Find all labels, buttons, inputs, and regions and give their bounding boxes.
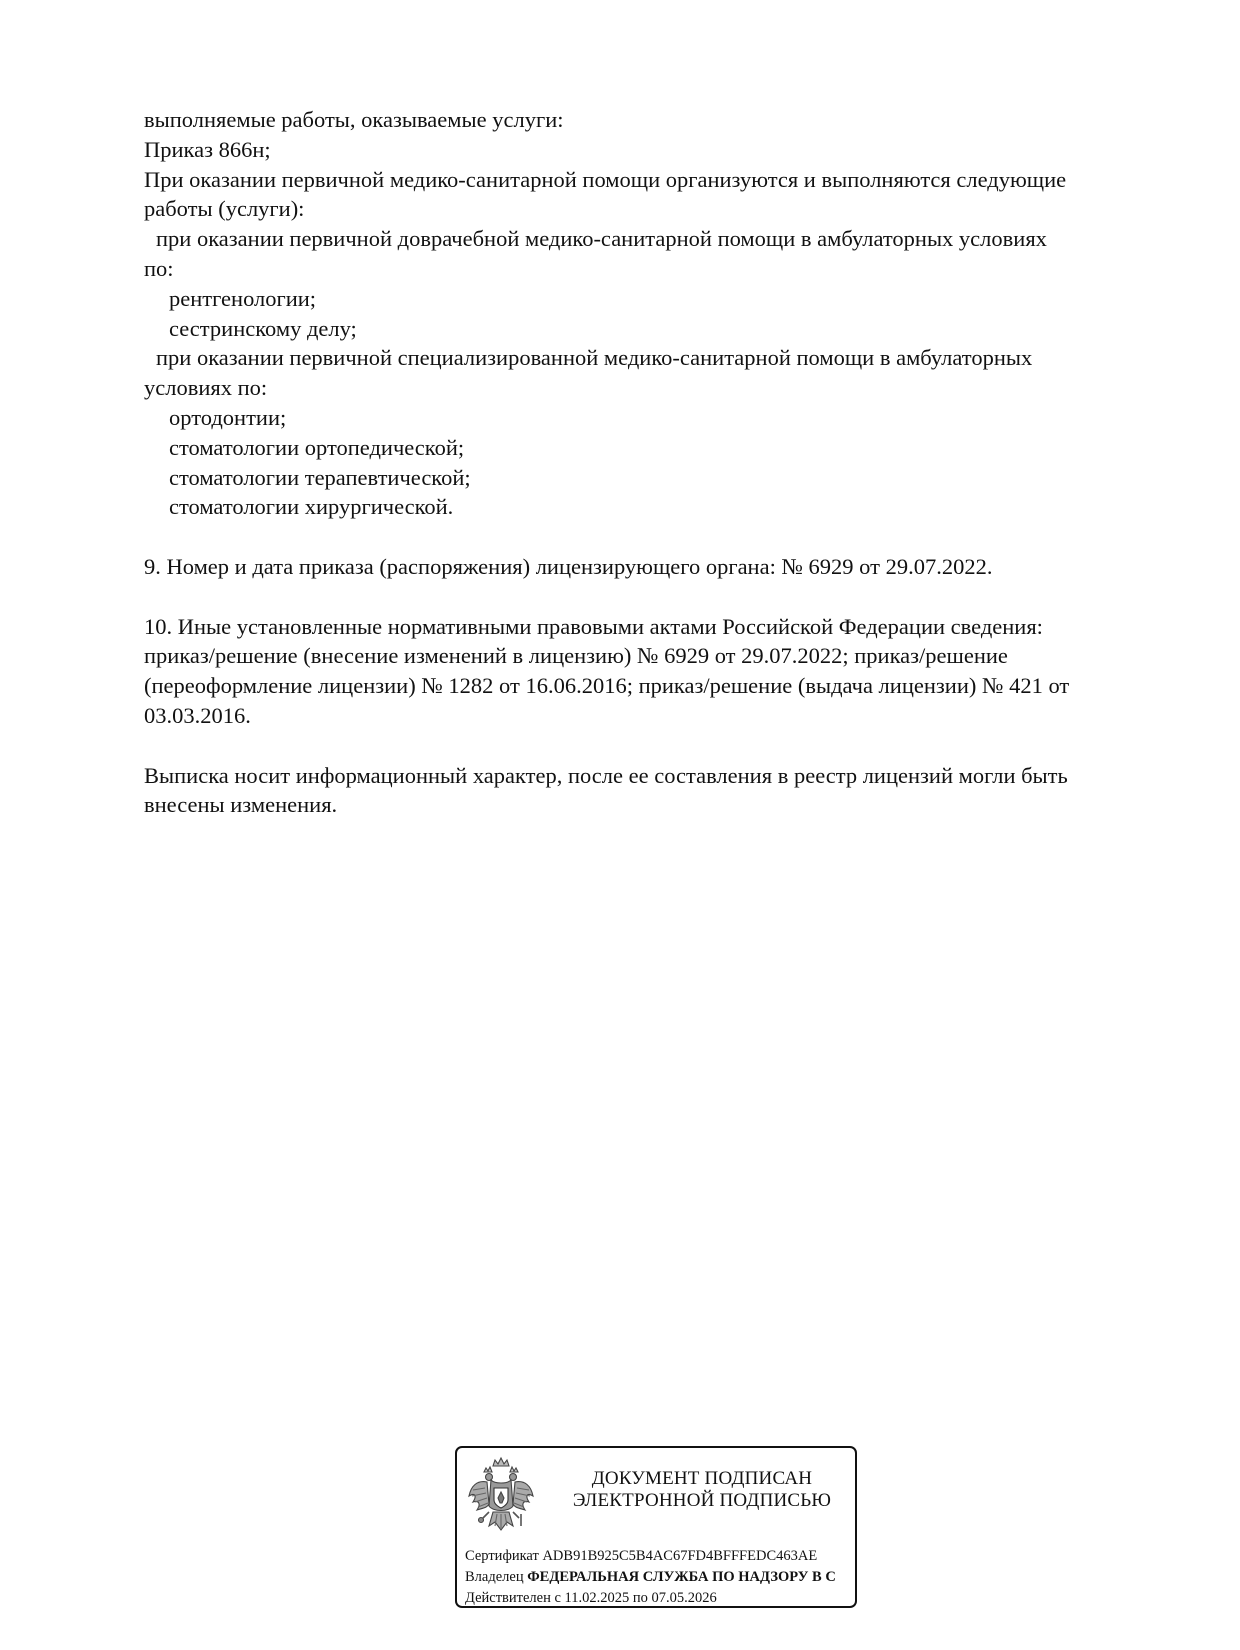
text-line: условиях по: (144, 375, 268, 401)
list-item: рентгенологии; (169, 285, 317, 311)
electronic-signature-stamp (455, 1446, 857, 1608)
disclaimer-text: внесены изменения. (144, 792, 338, 818)
text-line: при оказании первичной специализированной медико-санитарной помощи в амбулаторных (156, 345, 1033, 371)
list-item: сестринскому делу; (169, 315, 357, 341)
text-line: при оказании первичной доврачебной медико-санитарной помощи в амбулаторных условиях (156, 226, 1047, 252)
list-item: стоматологии терапевтической; (169, 464, 471, 490)
list-item: ортодонтии; (169, 404, 287, 430)
section-10-text: приказ/решение (внесение изменений в лицензию) № 6929 от 29.07.2022; приказ/решение (144, 643, 1008, 669)
stamp-title-line: ЭЛЕКТРОННОЙ ПОДПИСЬЮ (572, 1490, 832, 1511)
disclaimer-text: Выписка носит информационный характер, после ее составления в реестр лицензий могли быть (144, 762, 1068, 788)
text-line: по: (144, 255, 174, 281)
document-body (144, 105, 1164, 820)
section-10-text: 10. Иные установленные нормативными правовыми актами Российской Федерации сведения: (144, 613, 1043, 639)
owner-value: ФЕДЕРАЛЬНАЯ СЛУЖБА ПО НАДЗОРУ В С (527, 1569, 836, 1585)
text-line: Приказ 866н; (144, 136, 271, 162)
paragraph-gap (144, 522, 1164, 552)
stamp-title (552, 1468, 852, 1512)
list-item: стоматологии хирургической. (169, 494, 454, 520)
stamp-title-line: ДОКУМЕНТ ПОДПИСАН (591, 1468, 813, 1489)
certificate-value: ADB91B925C5B4AC67FD4BFFFEDC463AE (542, 1548, 818, 1564)
text-line: выполняемые работы, оказываемые услуги: (144, 107, 564, 132)
russian-coat-of-arms-icon (467, 1456, 535, 1538)
certificate-label: Сертификат (465, 1548, 539, 1564)
paragraph-gap (144, 582, 1164, 612)
section-9-text: 9. Номер и дата приказа (распоряжения) лицензирующего органа: № 6929 от 29.07.2022. (144, 553, 993, 579)
owner-label: Владелец (465, 1569, 524, 1585)
text-line: работы (услуги): (144, 196, 305, 222)
text-line: При оказании первичной медико-санитарной помощи организуются и выполняются следующие (144, 166, 1067, 192)
validity-row: Действителен с 11.02.2025 по 07.05.2026 (465, 1590, 717, 1606)
certificate-row (465, 1546, 836, 1567)
list-item: стоматологии ортопедической; (169, 434, 465, 460)
owner-row (465, 1567, 836, 1588)
section-10-text: 03.03.2016. (144, 702, 251, 728)
stamp-details (465, 1546, 836, 1608)
paragraph-gap (144, 731, 1164, 761)
section-10-text: (переоформление лицензии) № 1282 от 16.06.2016; приказ/решение (выдача лицензии) № 421 от (144, 673, 1070, 699)
